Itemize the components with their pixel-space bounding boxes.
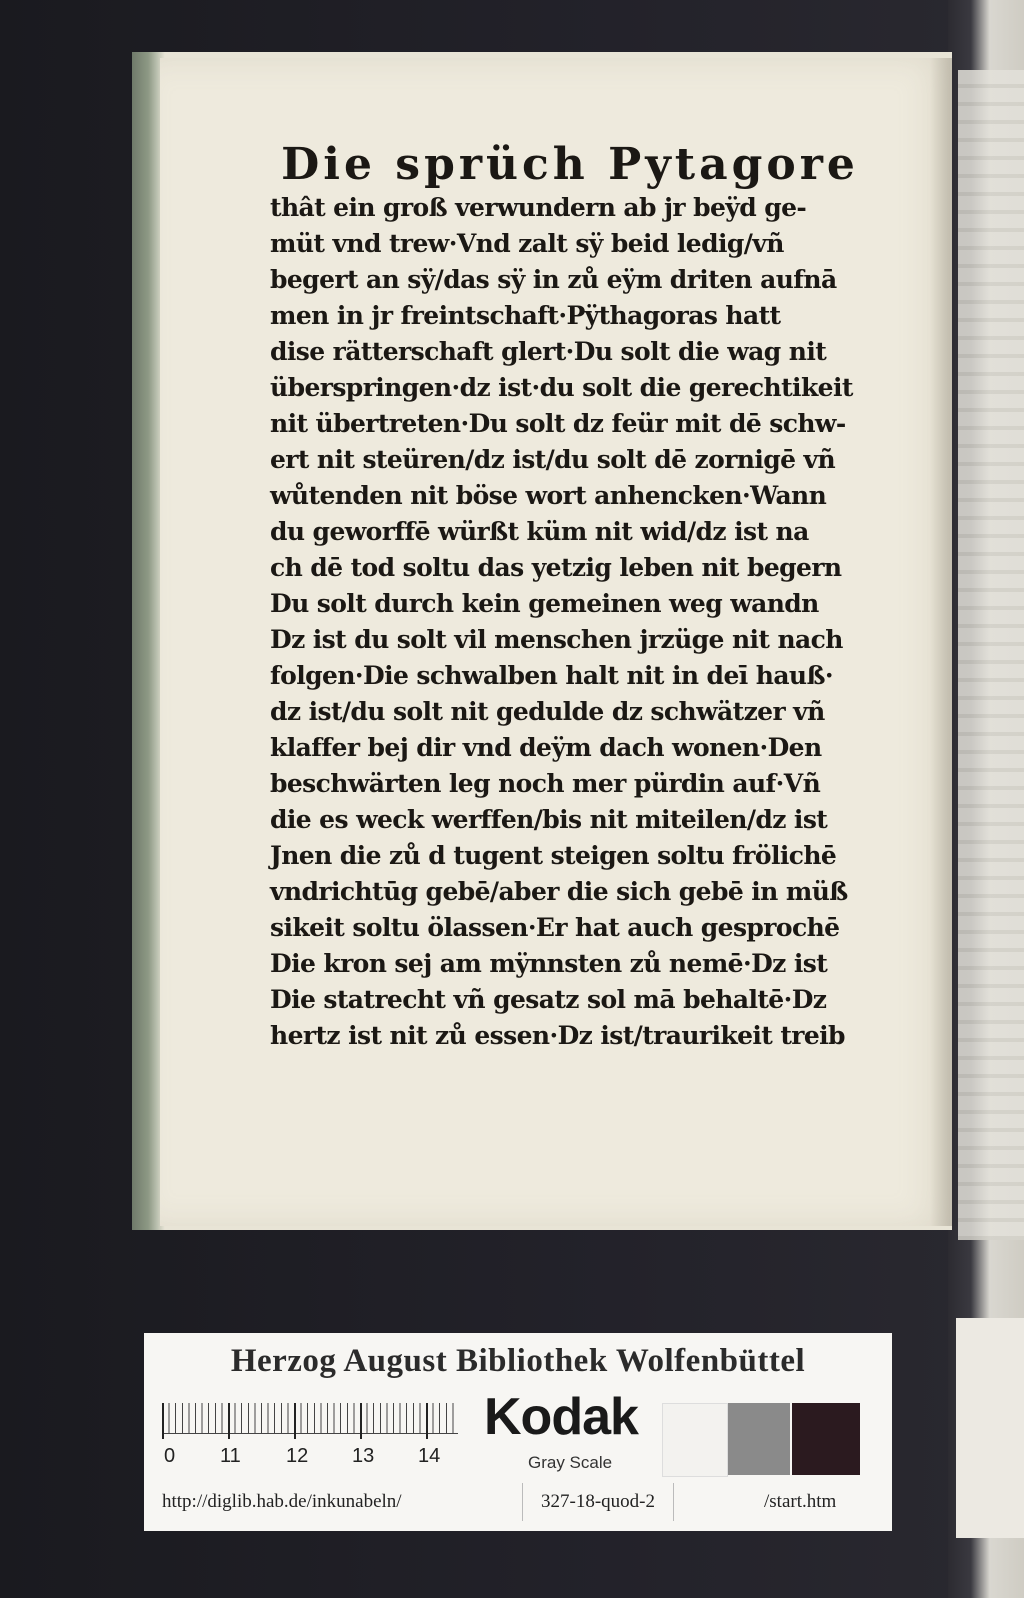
gray-swatch — [728, 1403, 790, 1475]
text-line: ch dē tod soltu das yetzig leben nit begern — [270, 553, 842, 582]
text-line: klaffer bej dir vnd deÿm dach wonen·Den — [270, 733, 822, 762]
black-swatch — [792, 1403, 860, 1475]
ruler-label: 12 — [286, 1445, 309, 1467]
text-line: du geworffē würßt küm nit wid/dz ist na — [270, 517, 809, 546]
text-line: dz ist/du solt nit gedulde dz schwätzer vñ — [270, 697, 825, 726]
text-line: die es weck werffen/bis nit miteilen/dz ist — [270, 805, 828, 834]
text-lines — [270, 190, 870, 1054]
ruler-label: 13 — [352, 1445, 375, 1467]
text-line: überspringen·dz ist·du solt die gerechtikeit — [270, 373, 853, 402]
color-target-card — [144, 1333, 892, 1531]
shelfmark-id: 327-18-quod-2 — [522, 1483, 674, 1521]
text-line: hertz ist nit zů essen·Dz ist/traurikeit treib — [270, 1021, 845, 1050]
url-prefix: http://diglib.hab.de/inkunabeln/ — [162, 1491, 402, 1512]
ruler-label: 14 — [418, 1445, 441, 1467]
gray-scale-label: Gray Scale — [528, 1453, 613, 1472]
text-line: wůtenden nit böse wort anhencken·Wann — [270, 481, 827, 510]
adjacent-page-strip — [948, 0, 1024, 1598]
ruler-label: 0 — [164, 1445, 176, 1467]
text-line: beschwärten leg noch mer pürdin auf·Vñ — [270, 769, 821, 798]
text-line: Die statrecht vñ gesatz sol mā behaltē·Dz — [270, 985, 827, 1014]
ruler-labels — [162, 1445, 462, 1473]
text-line: Jnen die zů d tugent steigen soltu frölichē — [270, 841, 837, 870]
text-line: folgen·Die schwalben halt nit in deī hauß· — [270, 661, 833, 690]
page-gutter-shadow — [930, 58, 952, 1226]
text-line: men in jr freintschaft·Pÿthagoras hatt — [270, 301, 781, 330]
printed-text-block — [270, 140, 870, 1054]
text-line: begert an sÿ/das sÿ in zů eÿm driten aufnā — [270, 265, 837, 294]
text-line: Die kron sej am mÿnnsten zů nemē·Dz ist — [270, 949, 828, 978]
scale-ruler — [162, 1403, 458, 1475]
ruler-label: 11 — [220, 1445, 241, 1467]
adjacent-target-card — [956, 1318, 1024, 1538]
text-line: dise rätterschaft glert·Du solt die wag nit — [270, 337, 827, 366]
ruler-major-ticks — [162, 1403, 458, 1439]
white-swatch — [662, 1403, 728, 1477]
text-line: sikeit soltu ölassen·Er hat auch gesprochē — [270, 913, 840, 942]
text-line: vndrichtūg gebē/aber die sich gebē in müß — [270, 877, 848, 906]
text-line: Du solt durch kein gemeinen weg wandn — [270, 589, 819, 618]
page-heading: Die sprüch Pytagore — [281, 139, 859, 190]
text-line: Dz ist du solt vil menschen jrzüge nit nach — [270, 625, 843, 654]
text-line: nit übertreten·Du solt dz feür mit dē schw- — [270, 409, 846, 438]
institution-name: Herzog August Bibliothek Wolfenbüttel — [230, 1343, 806, 1379]
text-line: müt vnd trew·Vnd zalt sÿ beid ledig/vñ — [270, 229, 784, 258]
adjacent-page-text-blur — [958, 70, 1024, 1240]
text-line: ert nit steüren/dz ist/du solt dē zornigē vñ — [270, 445, 836, 474]
url-suffix: /start.htm — [764, 1491, 837, 1512]
text-line: thât ein groß verwundern ab jr beÿd ge- — [270, 193, 807, 222]
kodak-logo: Kodak — [484, 1388, 638, 1446]
